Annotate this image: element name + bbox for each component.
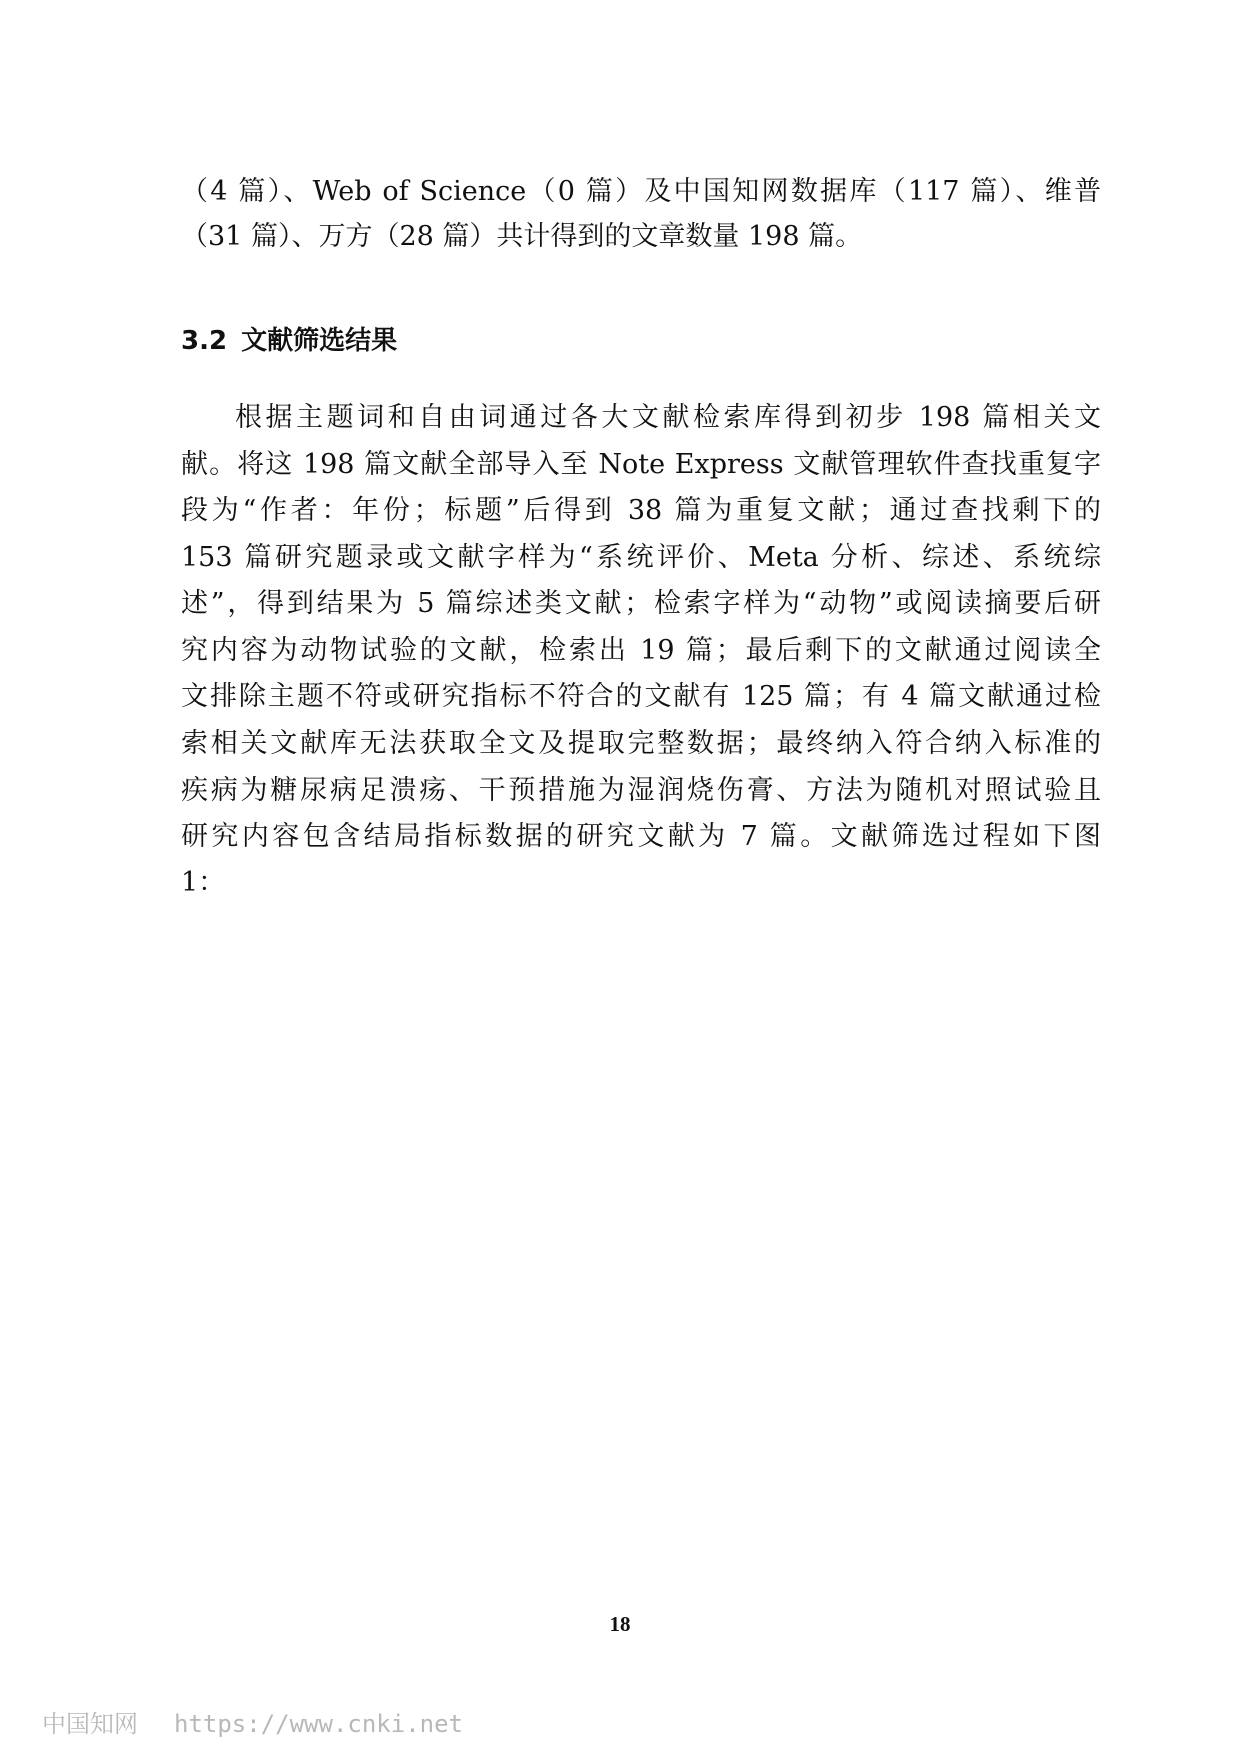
section-title: 文献筛选结果 <box>241 326 398 356</box>
paragraph-line: 1： <box>181 867 226 898</box>
cnki-watermark <box>42 1704 463 1739</box>
paragraph-line: 献。将这 198 篇文献全部导入至 Note Express 文献管理软件查找重复字 <box>181 449 1101 480</box>
paragraph-line: 述”，得到结果为 5 篇综述类文献；检索字样为“动物”或阅读摘要后研 <box>181 588 1101 619</box>
text-line: （31 篇）、万方（28 篇）共计得到的文章数量 198 篇。 <box>181 221 863 252</box>
watermark-url: https://www.cnki.net <box>174 1710 463 1738</box>
paragraph-line: 究内容为动物试验的文献，检索出 19 篇；最后剩下的文献通过阅读全 <box>181 635 1101 666</box>
paragraph-line: 153 篇研究题录或文献字样为“系统评价、Meta 分析、综述、系统综 <box>181 542 1101 573</box>
section-number: 3.2 <box>181 326 228 356</box>
paragraph-line: 段为“作者：年份；标题”后得到 38 篇为重复文献；通过查找剩下的 <box>181 495 1101 526</box>
watermark-site-name: 中国知网 <box>42 1710 138 1738</box>
text-line: （4 篇）、Web of Science（0 篇）及中国知网数据库（117 篇）、维普 <box>181 176 1101 207</box>
paragraph-line: 索相关文献库无法获取全文及提取完整数据；最终纳入符合纳入标准的 <box>181 728 1101 759</box>
page-number: 18 <box>609 1612 631 1636</box>
paragraph-line: 疾病为糖尿病足溃疡、干预措施为湿润烧伤膏、方法为随机对照试验且 <box>181 775 1101 806</box>
paragraph-line: 根据主题词和自由词通过各大文献检索库得到初步 198 篇相关文 <box>235 402 1101 433</box>
section-heading <box>181 321 397 361</box>
paragraph-line: 研究内容包含结局指标数据的研究文献为 7 篇。文献筛选过程如下图 <box>181 821 1101 852</box>
paragraph-line: 文排除主题不符或研究指标不符合的文献有 125 篇；有 4 篇文献通过检 <box>181 681 1101 712</box>
